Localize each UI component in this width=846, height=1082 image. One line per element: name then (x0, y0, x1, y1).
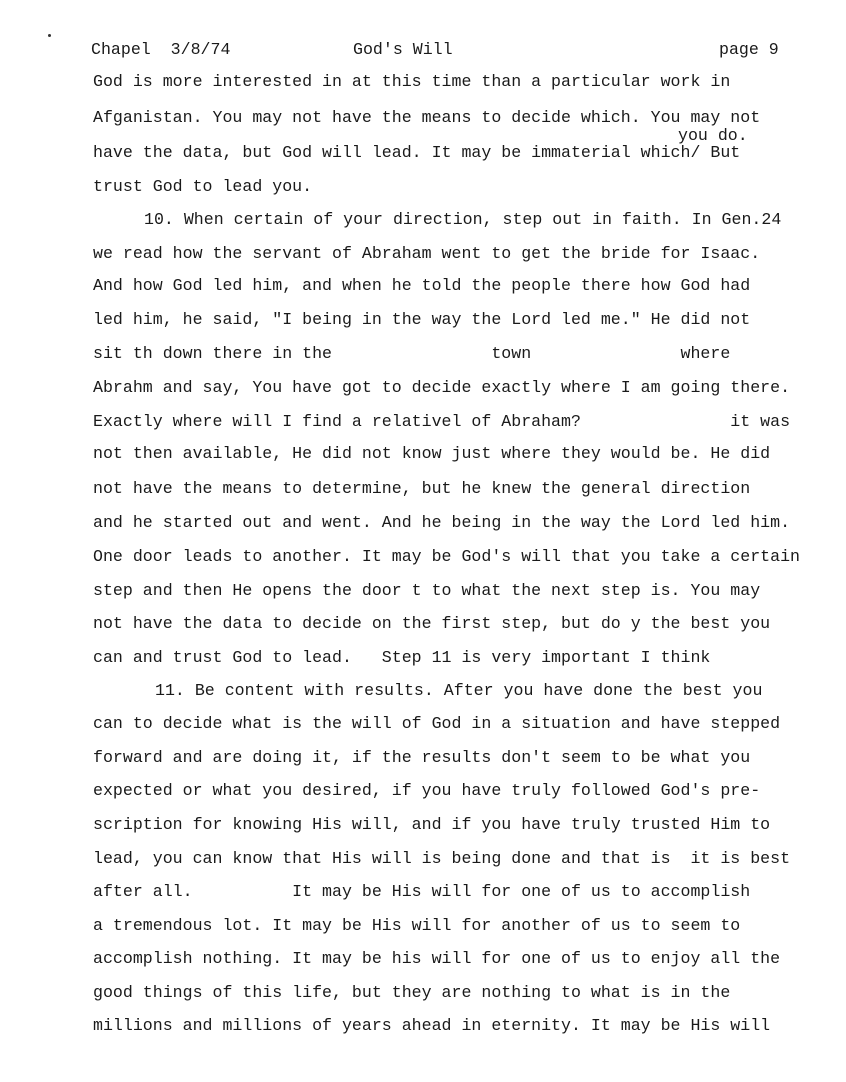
text-line: expected or what you desired, if you have truly followed God's pre- (93, 781, 761, 800)
text-line: Afganistan. You may not have the means to decide which. You may not (93, 108, 761, 127)
text-line: after all. It may be His will for one of us to accomplish (93, 882, 751, 901)
header-page-number: page 9 (719, 40, 779, 59)
text-line: One door leads to another. It may be God's will that you take a certain (93, 547, 801, 566)
text-line: lead, you can know that His will is being done and that is it is best (93, 849, 791, 868)
header-left: Chapel 3/8/74 (91, 40, 231, 59)
text-line: we read how the servant of Abraham went to get the bride for Isaac. (93, 244, 761, 263)
text-line: not have the means to determine, but he knew the general direction (93, 479, 751, 498)
text-line: God is more interested in at this time than a particular work in (93, 72, 731, 91)
text-line: accomplish nothing. It may be his will for one of us to enjoy all the (93, 949, 781, 968)
text-line: millions and millions of years ahead in eternity. It may be His will (93, 1016, 771, 1035)
text-line: can to decide what is the will of God in a situation and have stepped (93, 714, 781, 733)
text-line: 10. When certain of your direction, step out in faith. In Gen.24 (144, 210, 782, 229)
text-line: forward and are doing it, if the results don't seem to be what you (93, 748, 751, 767)
text-line: trust God to lead you. (93, 177, 313, 196)
text-line: led him, he said, "I being in the way the Lord led me." He did not (93, 310, 751, 329)
text-line: and he started out and went. And he being in the way the Lord led him. (93, 513, 791, 532)
header-title: God's Will (353, 40, 453, 59)
text-line: step and then He opens the door t to what the next step is. You may (93, 581, 761, 600)
text-line: sit th down there in the town where (93, 344, 731, 363)
text-line: can and trust God to lead. Step 11 is very important I think (93, 648, 711, 667)
text-line: And how God led him, and when he told the people there how God had (93, 276, 751, 295)
handwritten-insertion: you do. (678, 126, 748, 145)
text-line: have the data, but God will lead. It may be immaterial which/ But (93, 143, 741, 162)
text-line: good things of this life, but they are nothing to what is in the (93, 983, 731, 1002)
text-line: a tremendous lot. It may be His will for another of us to seem to (93, 916, 741, 935)
text-line: Exactly where will I find a relativel of Abraham? it was (93, 412, 791, 431)
text-line: not then available, He did not know just where they would be. He did (93, 444, 771, 463)
text-line: scription for knowing His will, and if you have truly trusted Him to (93, 815, 771, 834)
text-line: 11. Be content with results. After you have done the best you (155, 681, 763, 700)
text-line: Abrahm and say, You have got to decide exactly where I am going there. (93, 378, 791, 397)
text-line: not have the data to decide on the first step, but do y the best you (93, 614, 771, 633)
margin-mark (48, 34, 51, 37)
